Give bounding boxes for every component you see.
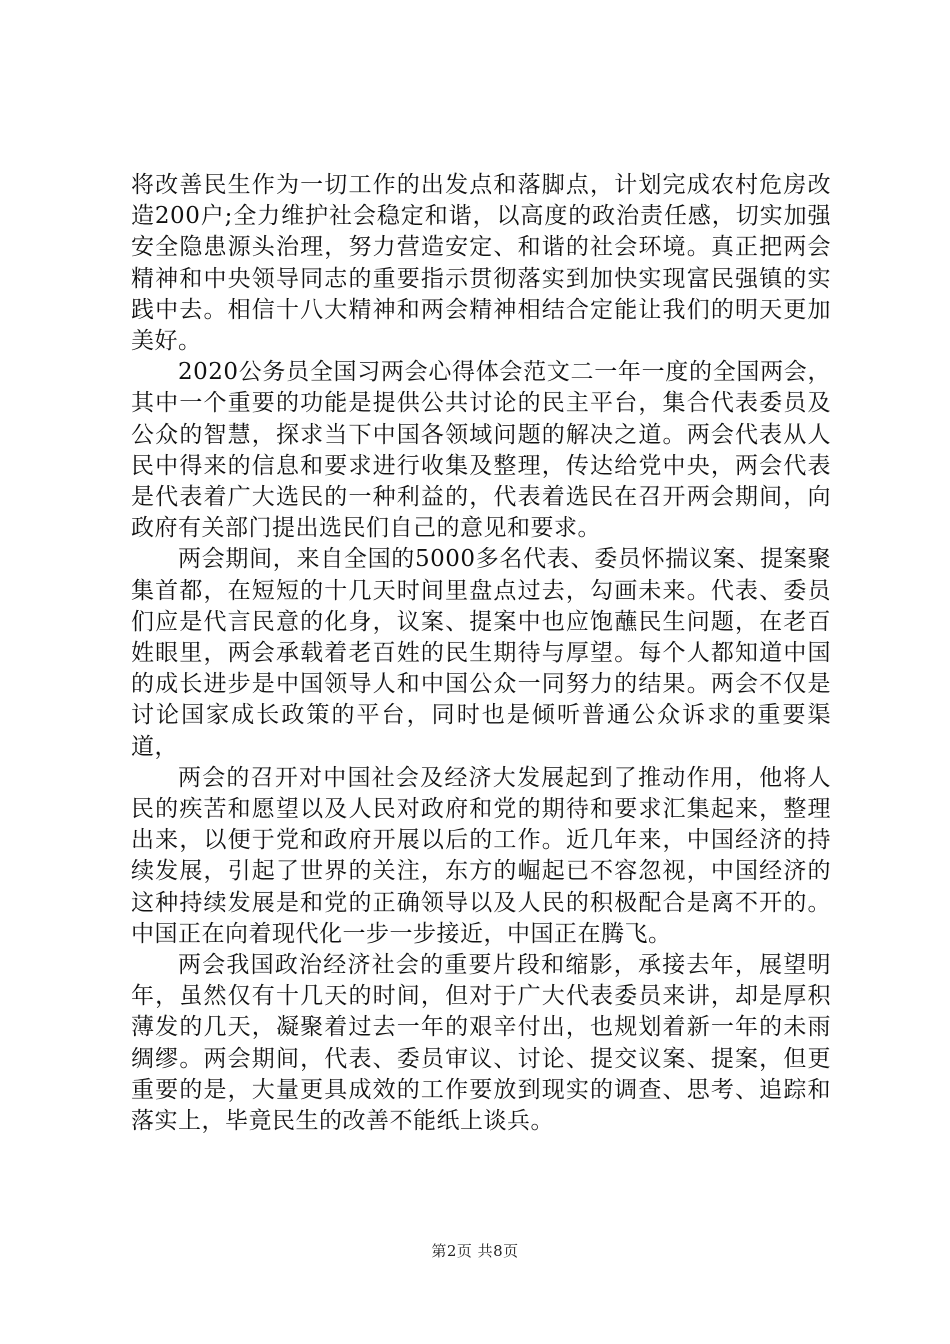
page-footer: 第2页 共8页 <box>431 1242 519 1260</box>
paragraph-5: 两会我国政治经济社会的重要片段和缩影，承接去年，展望明年，虽然仅有十几天的时间，但对于广大代表委员来讲，却是厚积薄发的几天，凝聚着过去一年的艰辛付出，也规划着新一年的未雨绸缪。两会期间，代表、委员审议、讨论、提交议案、提案，但更重要的是，大量更具成效的工作要放到现实的调查、思考、追踪和落实上，毕竟民生的改善不能纸上谈兵。 <box>131 952 831 1135</box>
paragraph-3: 两会期间，来自全国的5000多名代表、委员怀揣议案、提案聚集首都，在短短的十几天时间里盘点过去，勾画未来。代表、委员们应是代言民意的化身，议案、提案中也应饱蘸民生问题，在老百姓眼里，两会承载着老百姓的民生期待与厚望。每个人都知道中国的成长进步是中国领导人和中国公众一同努力的结果。两会不仅是讨论国家成长政策的平台，同时也是倾听普通公众诉求的重要渠道， <box>131 546 831 760</box>
paragraph-1: 将改善民生作为一切工作的出发点和落脚点，计划完成农村危房改造200户;全力维护社会稳定和谐，以高度的政治责任感，切实加强安全隐患源头治理，努力营造安定、和谐的社会环境。真正把两会精神和中央领导同志的重要指示贯彻落实到加快实现富民强镇的实践中去。相信十八大精神和两会精神相结合定能让我们的明天更加美好。 <box>131 172 831 355</box>
paragraph-4: 两会的召开对中国社会及经济大发展起到了推动作用，他将人民的疾苦和愿望以及人民对政府和党的期待和要求汇集起来，整理出来，以便于党和政府开展以后的工作。近几年来，中国经济的持续发展，引起了世界的关注，东方的崛起已不容忽视，中国经济的这种持续发展是和党的正确领导以及人民的积极配合是离不开的。中国正在向着现代化一步一步接近，中国正在腾飞。 <box>131 764 831 947</box>
document-body <box>131 170 831 1137</box>
paragraph-2: 2020公务员全国习两会心得体会范文二一年一度的全国两会，其中一个重要的功能是提供公共讨论的民主平台，集合代表委员及公众的智慧，探求当下中国各领域问题的解决之道。两会代表从人民中得来的信息和要求进行收集及整理，传达给党中央，两会代表是代表着广大选民的一种利益的，代表着选民在召开两会期间，向政府有关部门提出选民们自己的意见和要求。 <box>131 359 831 542</box>
